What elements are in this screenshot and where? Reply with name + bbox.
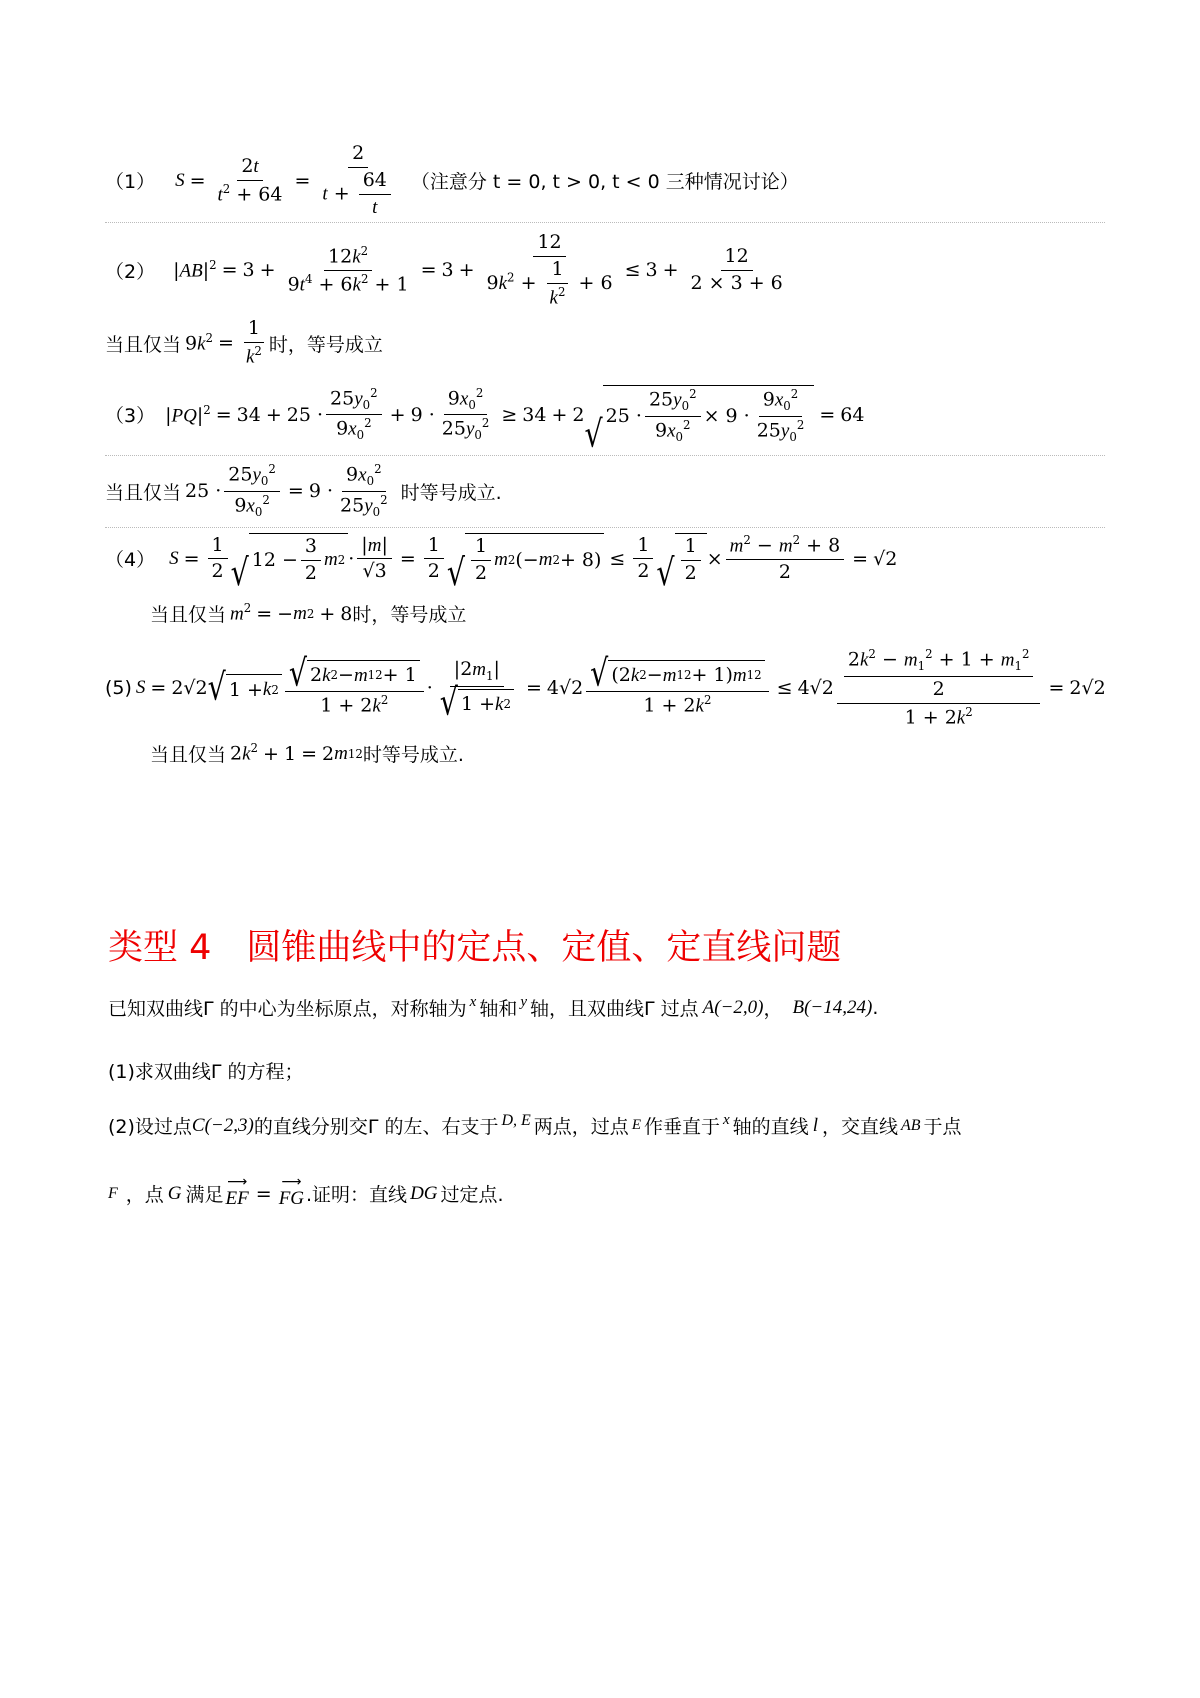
note2-tail: 时，等号成立 bbox=[268, 333, 383, 356]
intro-b: 轴和 bbox=[479, 998, 518, 1020]
note3-text: 当且仅当 bbox=[105, 481, 182, 504]
q3-a: ，点 bbox=[125, 1184, 164, 1207]
point-b: B(−14,24) bbox=[792, 996, 873, 1018]
note-5: 当且仅当 $2k^2$ + 1 = 2 m 1 2 时等号成立. bbox=[150, 741, 464, 766]
formula-3: （3） $|PQ|^2$ = 34 + 25 · $\frac{25y_0^2}{9x_0^2}$ + 9 · $\frac{9x_0^2}{25y_0^2}$ ≥ 34 + 2 √ 25 · $\frac{25y_0^2}{9x_0^2}$ × 9 · $\frac{9x_0^2}{25y_0^2}$ = 64 bbox=[105, 385, 865, 456]
q3-b: 满足 bbox=[185, 1184, 224, 1207]
note-4: 当且仅当 $m^2$ = − m 2 + 8 时，等号成立 bbox=[150, 601, 467, 626]
note4-text: 当且仅当 bbox=[150, 604, 227, 626]
q3-g: G bbox=[167, 1182, 182, 1204]
divider bbox=[105, 455, 1105, 456]
q2-ab: AB bbox=[900, 1116, 921, 1134]
q3-f: F bbox=[108, 1184, 118, 1202]
formula-1: （1） S = $\frac{2t}{t^2 + 64}$ = 2 t + $\frac{64}{t}$ （注意分 t = 0, t > 0, t < 0 三种情况讨论） bbox=[105, 142, 799, 218]
q2-g: ，交直线 bbox=[821, 1116, 898, 1138]
q2-e: E bbox=[631, 1117, 641, 1133]
q2-de: D, E bbox=[501, 1111, 531, 1129]
note3-tail: 时等号成立. bbox=[400, 481, 502, 504]
q2-h: 于点 bbox=[923, 1116, 962, 1138]
note-2: 当且仅当 $9k^2$ = $\frac{1}{k^2}$ 时，等号成立 bbox=[105, 317, 383, 368]
note5-text: 当且仅当 bbox=[150, 744, 227, 766]
item-label-5: (5) bbox=[105, 677, 132, 700]
section-heading: 类型 4 圆锥曲线中的定点、定值、定直线问题 bbox=[108, 928, 842, 968]
sep: ， bbox=[763, 998, 783, 1020]
note4-tail: 时，等号成立 bbox=[352, 604, 467, 626]
divider bbox=[105, 222, 1105, 223]
intro-c: 轴，且双曲线Γ 过点 bbox=[530, 998, 699, 1020]
question-1: (1)求双曲线Γ 的方程； bbox=[108, 1061, 304, 1083]
note2-text: 当且仅当 bbox=[105, 333, 182, 356]
q2-c: 两点，过点 bbox=[533, 1116, 629, 1138]
q2-point: C(−2,3) bbox=[191, 1114, 254, 1136]
q3-c: .证明：直线 bbox=[306, 1184, 408, 1207]
vector-ef: ⟶ EF bbox=[225, 1174, 249, 1209]
item1-note: （注意分 t = 0, t > 0, t < 0 三种情况讨论） bbox=[410, 171, 799, 194]
question-2-cont: F ，点 G 满足 ⟶ EF = ⟶ FG .证明：直线 DG 过定点. bbox=[108, 1174, 504, 1209]
q2-b: 的直线分别交Γ 的左、右支于 bbox=[253, 1116, 499, 1138]
intro-a: 已知双曲线Γ 的中心为坐标原点，对称轴为 bbox=[108, 998, 467, 1020]
q2-f: 轴的直线 bbox=[732, 1116, 809, 1138]
q3-d: 过定点. bbox=[440, 1184, 504, 1207]
question-2 bbox=[108, 1112, 962, 1139]
q2-d: 作垂直于 bbox=[643, 1116, 720, 1138]
q2-a: (2)设过点 bbox=[108, 1116, 192, 1138]
formula-2: （2） $|AB|^2$ = 3 + $\frac{12k^2}{9t^4 + 6k^2 + 1}$ = 3 + 12 $9k^2$ + $\frac{1}{k^2}$ + 6 ≤ 3 + $\frac{12}{2 \times 3 + 6}$ bbox=[105, 231, 783, 309]
item-label-4: （4） bbox=[105, 549, 156, 572]
q2-l: l bbox=[812, 1114, 818, 1136]
item-label-3: （3） bbox=[105, 405, 156, 428]
divider bbox=[105, 527, 1105, 528]
note5-tail: 时等号成立. bbox=[362, 744, 464, 766]
note-3: 当且仅当 25 · $\frac{25y_0^2}{9x_0^2}$ = 9 · $\frac{9x_0^2}{25y_0^2}$ 时等号成立. bbox=[105, 462, 502, 519]
formula-5: (5) S = 2√2 √ 1 + k 2 √ 2 k 2 − m 1 2 + 1 $1 + 2k^2$ · $|2m_1|$ √ 1 + k 2 = 4√2 √ (2 k 2 − m 1 2 + 1) m 1 2 $1 + 2k^2$ ≤ 4√2 $\frac{\frac{2k^2 - m_1^2 + 1 + m_1^2}{2}}{1 + 2k^2}$ = 2√2 bbox=[105, 647, 1106, 728]
formula-4: （4） S = $\frac{1}{2}$ √ 12 − $\frac{3}{2}$ m 2 · $\frac{|m|}{√3}$ = $\frac{1}{2}$ √ $\frac{1}{2}$ m 2 (− m 2 + 8) ≤ $\frac{1}{2}$ √ $\frac{1}{2}$ × $\frac{m^2 - m^2 + 8}{2}$ = √2 bbox=[105, 532, 898, 595]
q2-x: x bbox=[723, 1112, 730, 1128]
point-a: A(−2,0) bbox=[702, 996, 764, 1018]
problem-intro: 已知双曲线Γ 的中心为坐标原点，对称轴为 x 轴和 y 轴，且双曲线Γ 过点 A(−2,0) ， B(−14,24) . bbox=[108, 994, 879, 1020]
vector-fg: ⟶ FG bbox=[278, 1174, 305, 1209]
end-dot: . bbox=[872, 996, 879, 1019]
item-label-1: （1） bbox=[105, 171, 156, 194]
item-label-2: （2） bbox=[105, 260, 156, 283]
q3-dg: DG bbox=[410, 1182, 438, 1204]
